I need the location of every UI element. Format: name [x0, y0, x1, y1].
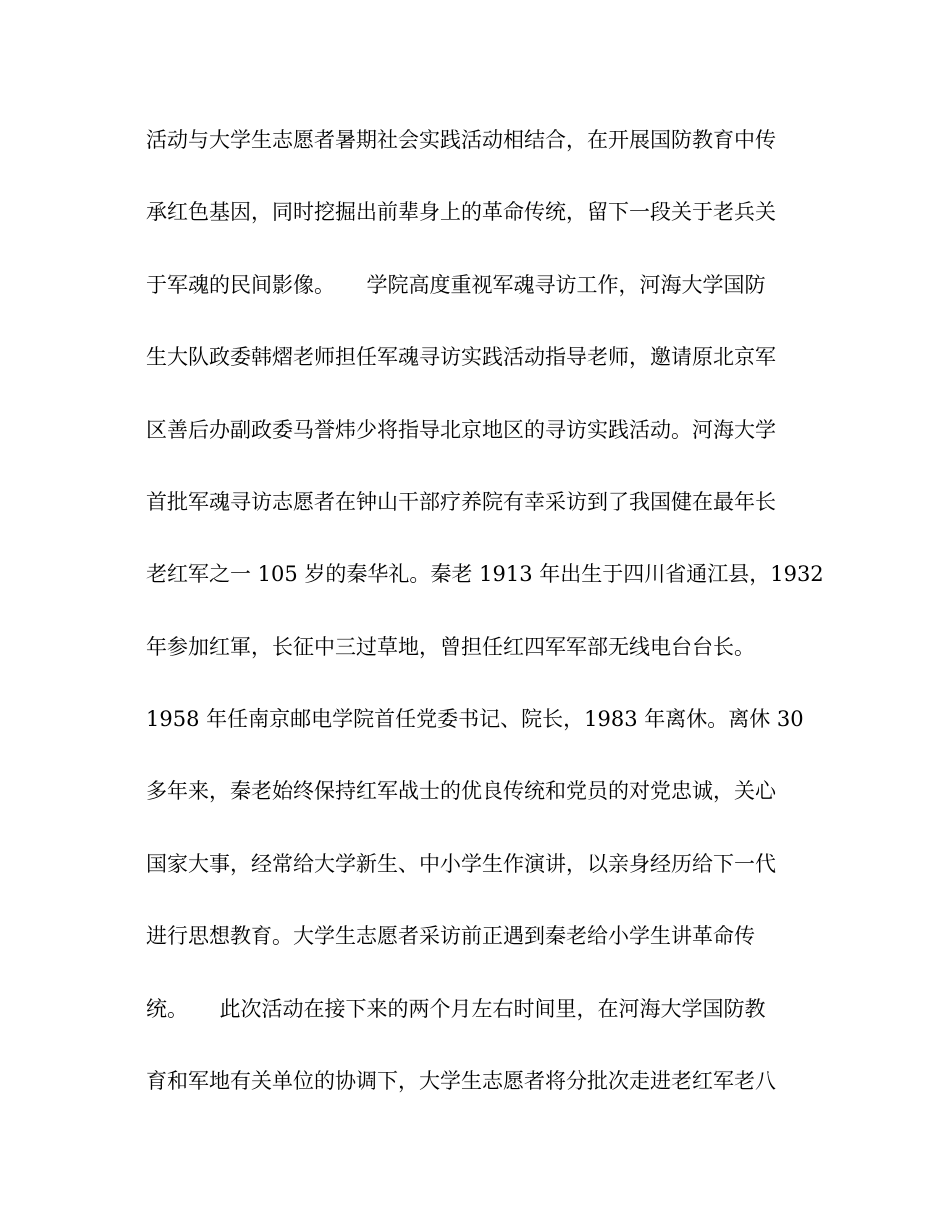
- text-line-4: 生大队政委韩熠老师担任军魂寻访实践活动指导老师，邀请原北京军: [146, 345, 776, 370]
- text-line-7: 老红军之一 105 岁的秦华礼。秦老 1913 年出生于四川省通江县，1932: [146, 562, 824, 587]
- text-line-6: 首批军魂寻访志愿者在钟山干部疗养院有幸采访到了我国健在最年长: [146, 489, 776, 514]
- text-line-5: 区善后办副政委马誉炜少将指导北京地区的寻访实践活动。河海大学: [146, 417, 776, 442]
- text-line-2: 承红色基因，同时挖掘出前辈身上的革命传统，留下一段关于老兵关: [146, 200, 776, 225]
- text-line-1: 活动与大学生志愿者暑期社会实践活动相结合，在开展国防教育中传: [146, 128, 776, 152]
- text-line-10: 多年来，秦老始终保持红军战士的优良传统和党员的对党忠诚，关心: [146, 779, 776, 804]
- body-text: [146, 122, 824, 1135]
- text-line-11: 国家大事，经常给大学新生、中小学生作演讲，以亲身经历给下一代: [146, 851, 776, 876]
- text-line-12: 进行思想教育。大学生志愿者采访前正遇到秦老给小学生讲革命传: [146, 924, 755, 949]
- text-line-3: 于军魂的民间影像。 学院高度重视军魂寻访工作，河海大学国防: [146, 272, 766, 297]
- text-line-8: 年参加红軍，长征中三过草地，曾担任红四军军部无线电台台长。: [146, 634, 755, 659]
- text-line-9: 1958 年任南京邮电学院首任党委书记、院长，1983 年离休。离休 30: [146, 707, 804, 731]
- text-line-14: 育和军地有关单位的协调下，大学生志愿者将分批次走进老红军老八: [146, 1068, 776, 1093]
- text-line-13: 统。 此次活动在接下来的两个月左右时间里，在河海大学国防教: [146, 996, 766, 1021]
